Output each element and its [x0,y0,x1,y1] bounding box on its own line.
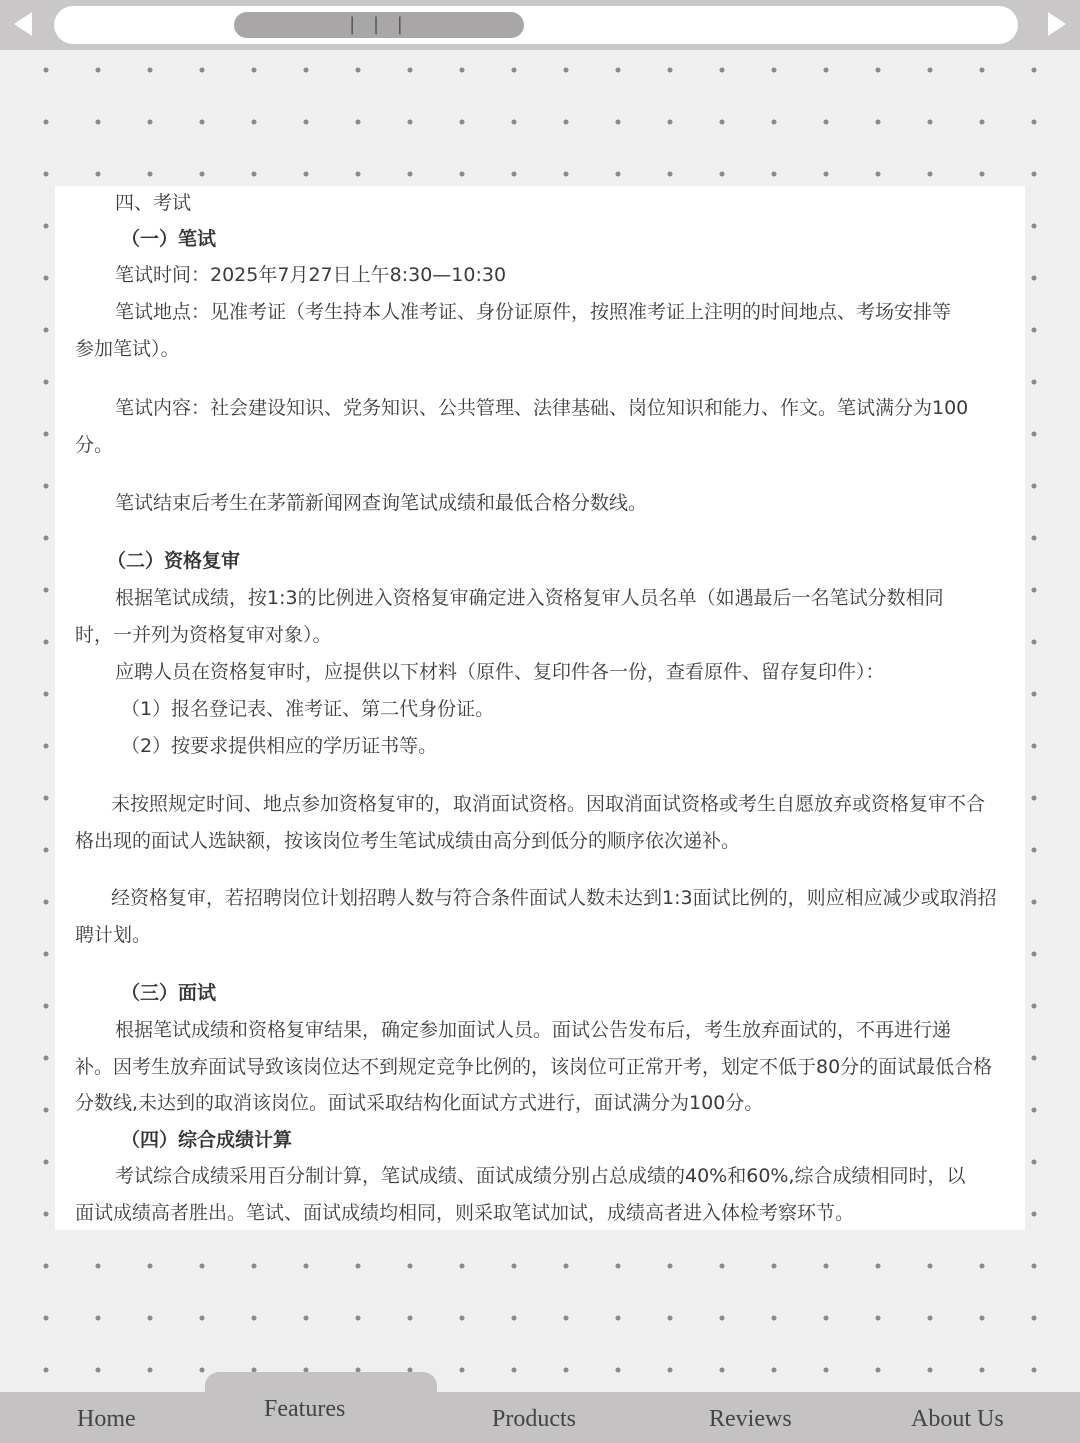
section-heading: 四、考试 [115,192,192,214]
paragraph-line: 根据笔试成绩，按1:3的比例进入资格复审确定进入资格复审人员名单（如遇最后一名笔试分数相同 [115,587,944,609]
subsection-heading: （一）笔试 [121,228,217,250]
forward-arrow-icon[interactable] [1048,12,1066,36]
paragraph-line: 考试综合成绩采用百分制计算，笔试成绩、面试成绩分别占总成绩的40%和60%,综合成绩相同时，以 [115,1165,966,1187]
paragraph-line: 未按照规定时间、地点参加资格复审的，取消面试资格。因取消面试资格或考生自愿放弃或资格复审不合 [111,793,986,815]
nav-item-products[interactable]: Products [492,1406,576,1432]
document-page [55,186,1025,1230]
paragraph-line: 补。因考生放弃面试导致该岗位达不到规定竞争比例的，该岗位可正常开考，划定不低于80分的面试最低合格 [75,1056,993,1078]
subsection-heading: （三）面试 [121,982,217,1004]
paragraph-line: 格出现的面试人选缺额，按该岗位考生笔试成绩由高分到低分的顺序依次递补。 [75,830,741,852]
paragraph-line: 笔试内容：社会建设知识、党务知识、公共管理、法律基础、岗位知识和能力、作文。笔试满分为100 [115,397,969,419]
paragraph-line: 分。 [75,434,114,456]
paragraph-line: 面试成绩高者胜出。笔试、面试成绩均相同，则采取笔试加试，成绩高者进入体检考察环节。 [75,1202,855,1224]
paragraph-line: 聘计划。 [75,924,152,946]
address-bar[interactable] [54,6,1018,44]
subsection-heading: （四）综合成绩计算 [121,1129,293,1151]
nav-item-home[interactable]: Home [77,1406,136,1432]
paragraph-line: 参加笔试）。 [75,338,180,360]
paragraph-line: 笔试时间：2025年7月27日上午8:30—10:30 [115,264,507,286]
back-arrow-icon[interactable] [14,12,32,36]
scroll-grip[interactable]: | | | [234,12,524,38]
paragraph-line: 应聘人员在资格复审时，应提供以下材料（原件、复印件各一份，查看原件、留存复印件）： [115,661,885,683]
paragraph-line: 时，一并列为资格复审对象）。 [75,624,332,646]
nav-item-reviews[interactable]: Reviews [709,1406,792,1432]
nav-item-about-us[interactable]: About Us [911,1406,1004,1432]
nav-item-features[interactable]: Features [264,1396,346,1422]
paragraph-line: 经资格复审，若招聘岗位计划招聘人数与符合条件面试人数未达到1:3面试比例的，则应相应减少或取消招 [111,887,997,909]
list-item: （1）报名登记表、准考证、第二代身份证。 [121,698,495,720]
paragraph-line: 分数线,未达到的取消该岗位。面试采取结构化面试方式进行，面试满分为100分。 [75,1092,764,1114]
subsection-heading: （二）资格复审 [107,550,241,572]
top-toolbar [0,0,1080,50]
paragraph-line: 根据笔试成绩和资格复审结果，确定参加面试人员。面试公告发布后，考生放弃面试的，不再进行递 [115,1019,952,1041]
paragraph-line: 笔试结束后考生在茅箭新闻网查询笔试成绩和最低合格分数线。 [115,492,648,514]
list-item: （2）按要求提供相应的学历证书等。 [121,735,438,757]
paragraph-line: 笔试地点：见准考证（考生持本人准考证、身份证原件，按照准考证上注明的时间地点、考场安排等 [115,301,952,323]
